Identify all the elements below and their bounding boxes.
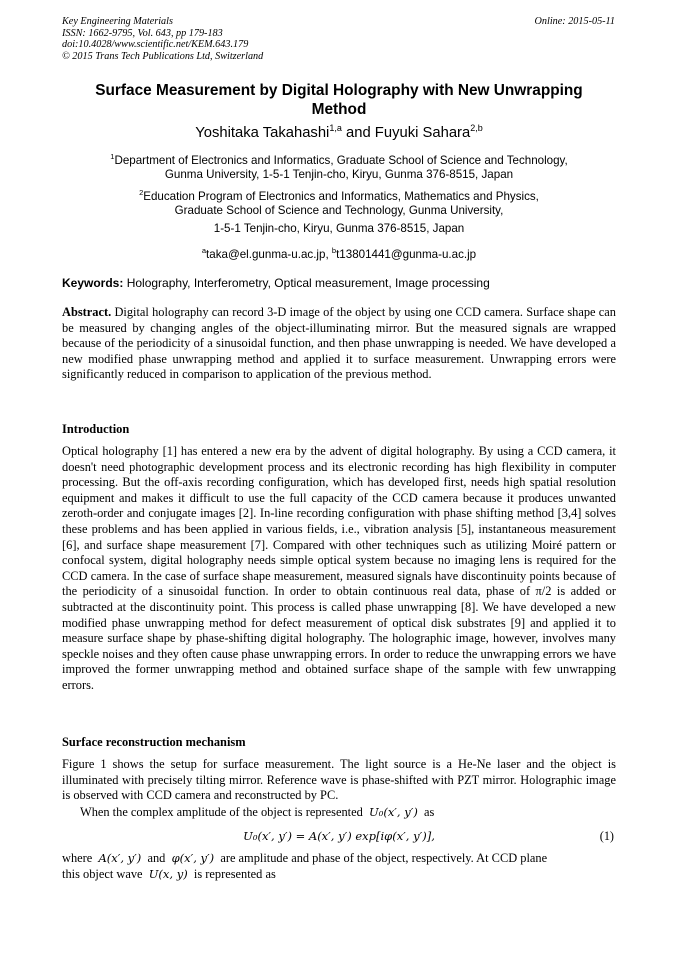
- keywords-text: Holography, Interferometry, Optical measurement, Image processing: [123, 276, 490, 290]
- affil-2-line-2: Graduate School of Science and Technology, Gunma University,: [174, 203, 504, 217]
- affil-1-line-1: Department of Electronics and Informatics, Graduate School of Science and Technology,: [114, 153, 568, 167]
- journal-name: Key Engineering Materials: [62, 16, 173, 27]
- wave-post: is represented as: [193, 866, 276, 881]
- complex-post: as: [424, 805, 435, 819]
- where-phase: φ(x′, y′): [171, 851, 215, 865]
- affil-2-marker: 2: [139, 188, 144, 197]
- journal-header: [62, 16, 263, 62]
- where-post: are amplitude and phase of the object, respectively. At CCD plane: [220, 851, 548, 865]
- affil-2-line-1: Education Program of Electronics and Informatics, Mathematics and Physics,: [143, 189, 539, 203]
- email-b-marker: b: [331, 246, 337, 255]
- paper-title: [62, 81, 616, 119]
- author-1: Yoshitaka Takahashi: [195, 124, 330, 141]
- author-2-affil: 2,b: [470, 123, 483, 133]
- keywords: [62, 276, 616, 290]
- email-a[interactable]: taka@el.gunma-u.ac.jp: [206, 247, 326, 261]
- where-pre: where: [62, 851, 93, 865]
- where-text: [62, 851, 616, 882]
- online-date: Online: 2015-05-11: [534, 16, 615, 27]
- abstract-text: Digital holography can record 3-D image of the object by using one CCD camera. Surface shape can be measured by changing angles of the object-illuminating mirror. But the measured signals are wrapped because of the periodicity of a sinusoidal function, and then phase unwrapping is needed. We have developed a new modified phase unwrapping method and applied it to surface measurement. Unwrapping errors were significantly reduced in comparison to application of the previous method.: [62, 305, 616, 382]
- author-list: [62, 123, 616, 141]
- introduction-text: Optical holography [1] has entered a new era by the advent of digital holography. By using a CCD camera, it doesn't need photographic development process and its electronic recording has high flexibility in computer processing. But the off-axis recording configuration, which has developed first, needs high spatial resolution equipment and makes it difficult to use the full capacity of the CCD camera because it produces unwanted zeroth-order and conjugate images [2]. In-line recording configuration with phase shifting method [3,4] solves these problems and has been applied in various fields, i.e., vibration analysis [5], instantaneous measurement [6], and surface shape measurement [7]. Compared with other techniques such as utilizing Moiré pattern or confocal system, digital holography needs simple optical system because no imaging lens is required for the CCD camera. In the case of surface shape measurement, measured signals have discontinuity points because of the periodicity of a sinusoidal function. In order to obtain continuous real data, phase of π/2 is added or subtracted at the discontinuity point. This process is called phase unwrapping [8]. We have developed a new modified phase unwrapping method for defect measurement of optical disk substrates [9] and applied it to measure surface shape by phase-shifting digital holography. The holographic image, however, involves many speckle noises and they often cause phase unwrapping errors. In order to reduce the unwrapping errors we have improved the former unwrapping method and obtained surface shape of the sample with few unwrapping errors.: [62, 444, 616, 692]
- title-line-1: Surface Measurement by Digital Holography with New Unwrapping: [95, 82, 583, 99]
- complex-math: U₀(x′, y′): [369, 805, 418, 819]
- equation-1-body: U₀(x′, y′) = A(x′, y′) exp[iφ(x′, y′)],: [243, 829, 435, 843]
- surface-text: Figure 1 shows the setup for surface measurement. The light source is a He-Ne laser and the object is illuminated with precisely tilting mirror. Reference wave is phase-shifted with PZT mirror. Holographic image is observed with CCD camera and reconstructed by PC.: [62, 757, 616, 803]
- where-and: and: [147, 851, 166, 865]
- complex-pre: When the complex amplitude of the object is represented: [80, 805, 363, 819]
- author-emails: [62, 244, 616, 262]
- surface-heading: Surface reconstruction mechanism: [62, 735, 246, 749]
- affil-2-line-3: 1-5-1 Tenjin-cho, Kiryu, Gunma 376-8515, Japan: [213, 222, 465, 235]
- title-line-2: Method: [311, 101, 367, 118]
- email-b[interactable]: t13801441@gunma-u.ac.jp: [336, 247, 477, 261]
- keywords-label: Keywords:: [62, 276, 124, 290]
- email-separator: ,: [325, 247, 332, 261]
- abstract-label: Abstract.: [62, 305, 112, 319]
- affiliation-2: [62, 186, 616, 218]
- affiliation-1: [62, 150, 616, 182]
- wave-math: U(x, y): [148, 866, 188, 881]
- affil-1-line-2: Gunma University, 1-5-1 Tenjin-cho, Kiryu, Gunma 376-8515, Japan: [164, 167, 514, 181]
- author-1-affil: 1,a: [329, 123, 342, 133]
- journal-copyright: © 2015 Trans Tech Publications Ltd, Switzerland: [62, 50, 264, 62]
- author-conjunction: and: [341, 124, 375, 141]
- email-a-marker: a: [201, 246, 207, 255]
- complex-amplitude-line: [62, 805, 616, 821]
- equation-1-number: (1): [599, 829, 614, 843]
- journal-issn: ISSN: 1662-9795, Vol. 643, pp 179-183: [62, 27, 223, 39]
- author-2: Fuyuki Sahara: [374, 124, 471, 141]
- where-amplitude: A(x′, y′): [98, 851, 142, 865]
- journal-doi: doi:10.4028/www.scientific.net/KEM.643.179: [62, 39, 249, 50]
- introduction-heading: Introduction: [62, 422, 130, 436]
- abstract: [62, 305, 616, 383]
- affil-1-marker: 1: [110, 152, 115, 161]
- wave-pre: this object wave: [62, 866, 143, 881]
